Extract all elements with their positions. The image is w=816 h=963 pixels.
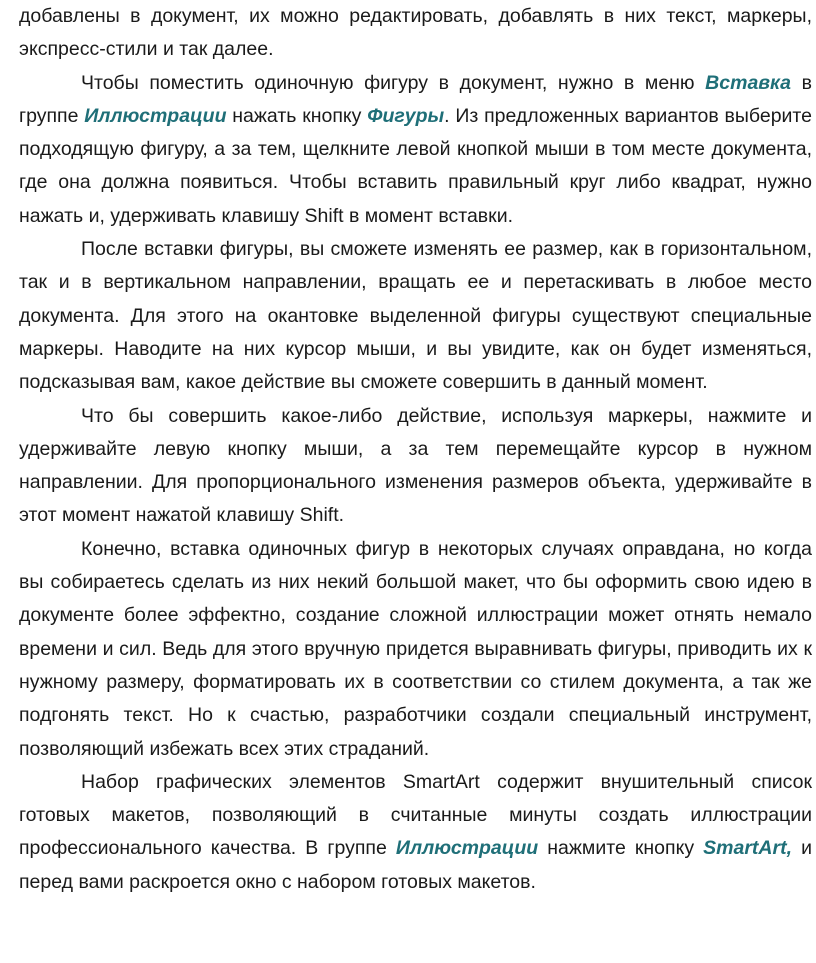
group-term-illustrations: Иллюстрации [84, 104, 227, 127]
button-term-shapes: Фигуры [367, 104, 445, 127]
paragraph-text: Набор графических элементов SmartArt содержит внушительный список готовых макетов, позволяющий в считанные минуты создать иллюстрации профессионального качества. В группе [19, 770, 812, 860]
paragraph-text: нажать кнопку [226, 104, 368, 127]
paragraph-text: и перед вами раскроется окно с набором готовых макетов. [19, 837, 812, 893]
paragraph-text: в группе [19, 71, 813, 127]
paragraph-text: Чтобы поместить одиночную фигуру в документ, нужно в меню [81, 71, 706, 94]
paragraph-resize-shape [19, 233, 812, 399]
paragraph-text: Что бы совершить какое-либо действие, используя маркеры, нажмите и удерживайте левую кнопку мыши, а за тем перемещайте курсор в нужном направлении. Для пропорционального изменения размеров объекта, удерживайте в этот момент нажатой клавишу Shift. [19, 404, 812, 527]
document-page [19, 0, 812, 899]
menu-term-insert: Вставка [705, 71, 792, 94]
paragraph-text: Конечно, вставка одиночных фигур в некоторых случаях оправдана, но когда вы собираетесь сделать из них некий большой макет, что бы оформить свою идею в документе более эффектно, создание сложной иллюстрации может отнять немало времени и сил. Ведь для этого вручную придется выравнивать фигуры, приводить их к нужному размеру, форматировать их в соответствии со стилем документа, а так же подгонять текст. Но к счастью, разработчики создали специальный инструмент, позволяющий избежать всех этих страданий. [19, 537, 812, 760]
paragraph-insert-shape [19, 67, 812, 233]
paragraph-text: После вставки фигуры, вы сможете изменять ее размер, как в горизонтальном, так и в вертикальном направлении, вращать ее и перетаскивать в любое место документа. Для этого на окантовке выделенной фигуры существуют специальные маркеры. Наводите на них курсор мыши, и вы увидите, как он будет изменяться, подсказывая вам, какое действие вы сможете совершить в данный момент. [19, 238, 812, 394]
paragraph-single-shapes [19, 533, 812, 766]
paragraph-smartart [19, 766, 812, 899]
paragraph-continuation [19, 0, 812, 67]
paragraph-text: . Из предложенных вариантов выберите подходящую фигуру, а за тем, щелкните левой кнопкой мыши в том месте документа, где она должна появиться. Чтобы вставить правильный круг либо квадрат, нужно нажать и, удерживать клавишу Shift в момент вставки. [19, 104, 812, 227]
paragraph-text: добавлены в документ, их можно редактировать, добавлять в них текст, маркеры, экспресс-стили и так далее. [19, 5, 812, 61]
group-term-illustrations: Иллюстрации [395, 837, 539, 860]
button-term-smartart: SmartArt, [703, 837, 793, 860]
paragraph-markers-action [19, 400, 812, 533]
paragraph-text: нажмите кнопку [538, 837, 704, 860]
